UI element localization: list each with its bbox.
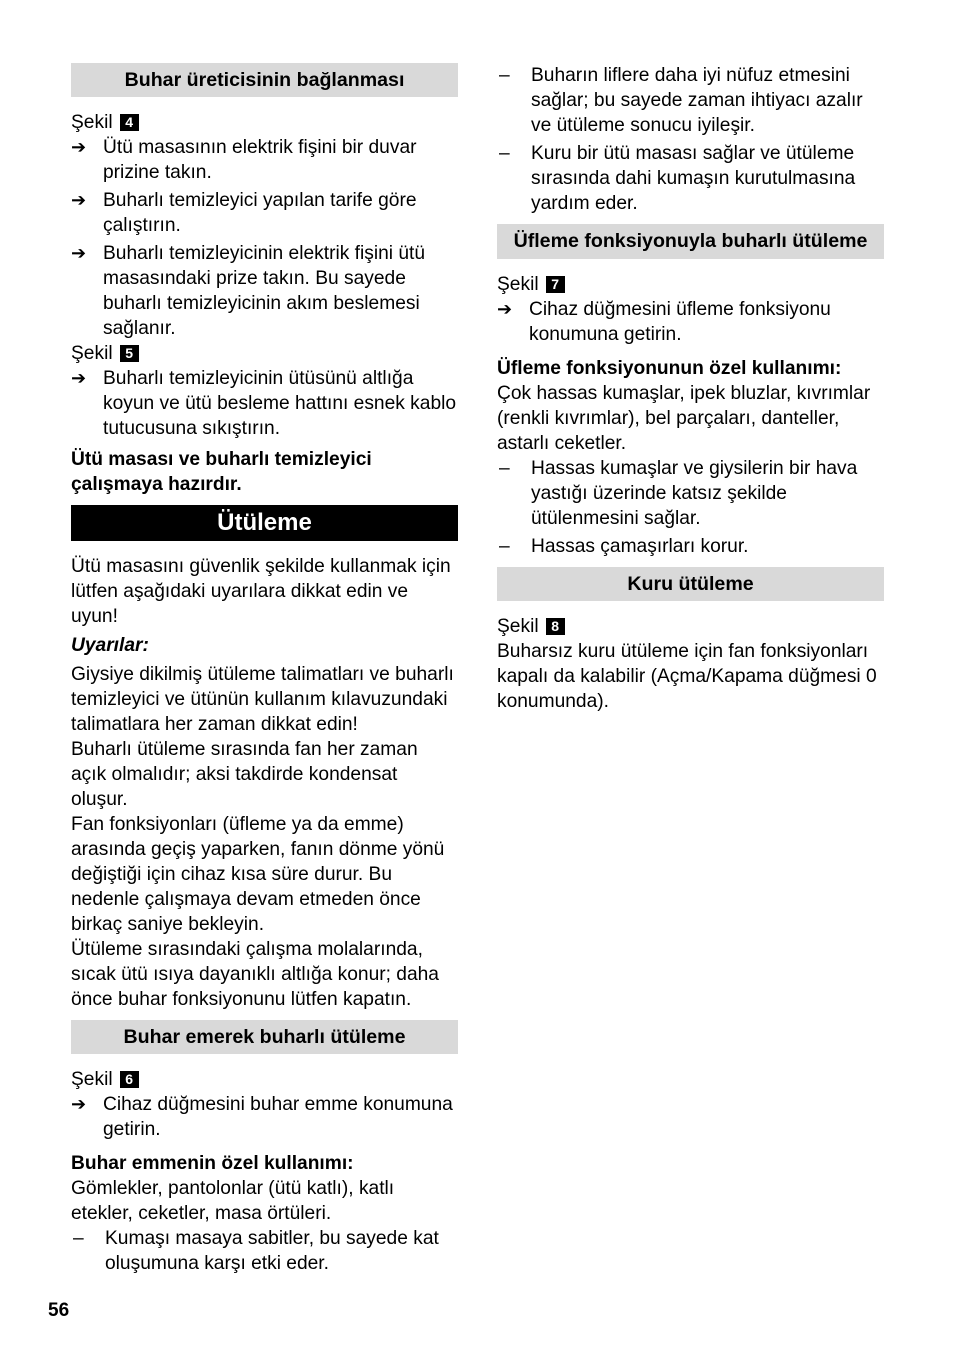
figure-number: 7 [546, 276, 565, 293]
dash-marker: – [499, 143, 510, 164]
warning-text: Ütüleme sırasındaki çalışma molalarında, sıcak ütü ısıya dayanıklı altlığa konur; daha önce buhar fonksiyonunu lütfen kapatın. [71, 939, 439, 1010]
dash-marker: – [499, 536, 510, 557]
warning-text: Giysiye dikilmiş ütüleme talimatları ve buharlı temizleyici ve ütünün kullanım kılavuzundaki talimatlara her zaman dikkat edin! [71, 664, 454, 735]
right-column [497, 63, 884, 714]
arrow-icon: ➔ [71, 190, 87, 210]
paragraph: Gömlekler, pantolonlar (ütü katlı), katlı etekler, ceketler, masa örtüleri. [71, 1178, 395, 1224]
figure-label: Şekil [71, 1069, 113, 1090]
figure-ref-7 [497, 272, 884, 297]
subheading: Üfleme fonksiyonunun özel kullanımı: [497, 358, 842, 379]
intro-text: Ütü masasını güvenlik şekilde kullanmak için lütfen aşağıdaki uyarılara dikkat edin ve uyun! [71, 556, 451, 627]
ready-note: Ütü masası ve buharlı temizleyici çalışmaya hazırdır. [71, 449, 372, 495]
chapter-heading-ironing: Ütüleme [71, 505, 458, 541]
arrow-icon: ➔ [497, 299, 513, 319]
warning-text: Fan fonksiyonları (üfleme ya da emme) arasında geçiş yaparken, fanın dönme yönü değiştiği için cihaz kısa süre durur. Bu nedenle çalışmaya devam etmeden önce birkaç saniye bekleyin. [71, 814, 445, 935]
subheading: Buhar emmenin özel kullanımı: [71, 1153, 354, 1174]
list-item: ➔ Cihaz düğmesini üfleme fonksiyonu konumuna getirin. [497, 299, 831, 345]
dash-marker: – [499, 458, 510, 479]
figure-label: Şekil [71, 112, 113, 133]
arrow-icon: ➔ [71, 243, 87, 263]
arrow-icon: ➔ [71, 368, 87, 388]
warning-text: Buharlı ütüleme sırasında fan her zaman açık olmalıdır; aksi takdirde kondensat oluşur. [71, 739, 418, 810]
figure-number: 4 [120, 114, 139, 131]
section-heading-blow: Üfleme fonksiyonuyla buharlı ütüleme [497, 224, 884, 259]
warnings-title: Uyarılar: [71, 635, 149, 656]
dash-marker: – [499, 65, 510, 86]
page-number: 56 [48, 1300, 70, 1321]
figure-ref-4 [71, 110, 458, 135]
list-item: – Hassas kumaşlar ve giysilerin bir hava yastığı üzerinde katsız şekilde ütülenmesini sağlar. [499, 458, 858, 529]
section-heading-suction: Buhar emerek buharlı ütüleme [71, 1020, 458, 1054]
figure-ref-5 [71, 341, 458, 366]
figure-ref-6 [71, 1067, 458, 1092]
arrow-icon: ➔ [71, 1094, 87, 1114]
figure-number: 8 [546, 618, 565, 635]
arrow-icon: ➔ [71, 137, 87, 157]
paragraph: Çok hassas kumaşlar, ipek bluzlar, kıvrımlar (renkli kıvrımlar), bel parçaları, danteller, astarlı ceketler. [497, 383, 871, 454]
section-heading-dry: Kuru ütüleme [497, 567, 884, 601]
list-item: – Hassas çamaşırları korur. [499, 536, 749, 557]
left-column [71, 63, 458, 1276]
dash-marker: – [73, 1228, 84, 1249]
figure-number: 5 [120, 345, 139, 362]
list-item: – Kuru bir ütü masası sağlar ve ütüleme sırasında dahi kumaşın kurutulmasına yardım eder. [499, 143, 856, 214]
list-item: – Buharın liflere daha iyi nüfuz etmesini sağlar; bu sayede zaman ihtiyacı azalır ve ütüleme sonucu iyileşir. [499, 65, 863, 136]
list-item: ➔ Buharlı temizleyicinin elektrik fişini ütü masasındaki prize takın. Bu sayede buharlı temizleyicinin akım beslemesi sağlanır. [71, 243, 426, 339]
list-item: ➔ Buharlı temizleyici yapılan tarife göre çalıştırın. [71, 190, 417, 236]
figure-number: 6 [120, 1071, 139, 1088]
figure-ref-8 [497, 614, 884, 639]
list-item: ➔ Ütü masasının elektrik fişini bir duvar prizine takın. [71, 137, 417, 183]
list-item: ➔ Cihaz düğmesini buhar emme konumuna getirin. [71, 1094, 453, 1140]
figure-label: Şekil [71, 343, 113, 364]
figure-label: Şekil [497, 616, 539, 637]
paragraph: Buharsız kuru ütüleme için fan fonksiyonları kapalı da kalabilir (Açma/Kapama düğmesi 0 konumunda). [497, 641, 877, 712]
section-heading-connect: Buhar üreticisinin bağlanması [71, 63, 458, 97]
list-item: ➔ Buharlı temizleyicinin ütüsünü altlığa koyun ve ütü besleme hattını esnek kablo tutucusuna sıkıştırın. [71, 368, 457, 439]
figure-label: Şekil [497, 274, 539, 295]
list-item: – Kumaşı masaya sabitler, bu sayede kat oluşumuna karşı etki eder. [73, 1228, 439, 1274]
